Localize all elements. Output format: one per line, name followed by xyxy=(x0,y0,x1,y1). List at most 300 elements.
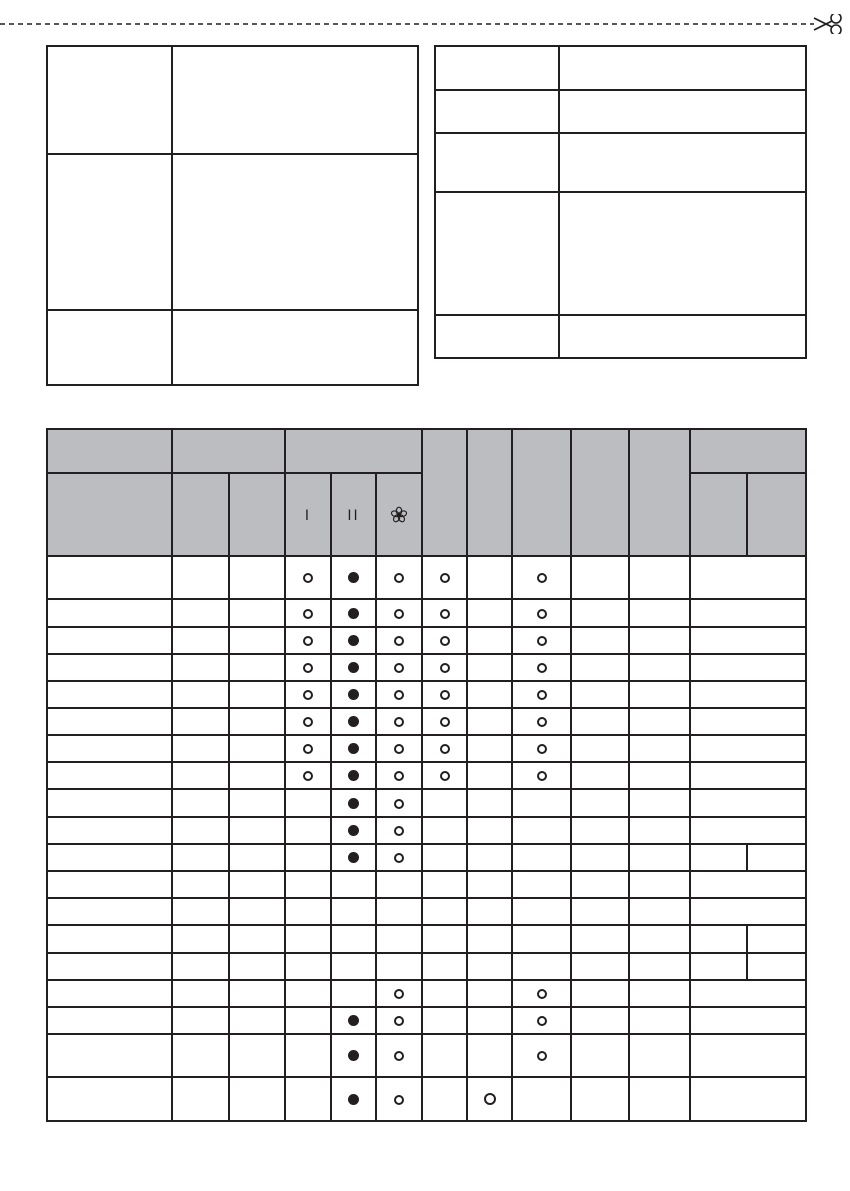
table-cell xyxy=(571,980,629,1007)
open-circle-icon xyxy=(303,609,313,619)
scissors-cut-line xyxy=(0,14,850,34)
open-circle-icon xyxy=(394,853,404,863)
filled-dot-icon xyxy=(348,852,359,863)
table-cell xyxy=(512,898,571,925)
open-circle-icon xyxy=(537,609,547,619)
table-cell xyxy=(331,735,376,762)
table-row xyxy=(47,980,806,1007)
table-cell xyxy=(467,980,512,1007)
table-cell xyxy=(229,556,285,599)
filled-dot-icon xyxy=(348,689,359,700)
table-cell xyxy=(422,844,467,871)
table-cell xyxy=(285,762,331,789)
filled-dot-icon xyxy=(348,1015,359,1026)
legend-value-cell xyxy=(559,90,806,133)
table-cell xyxy=(629,817,690,844)
open-circle-icon xyxy=(537,1016,547,1026)
filled-dot-icon xyxy=(348,1094,359,1105)
table-cell xyxy=(331,556,376,599)
table-cell xyxy=(422,1007,467,1034)
legend-value-cell xyxy=(172,46,418,154)
table-cell xyxy=(422,980,467,1007)
table-cell xyxy=(376,654,422,681)
table-cell xyxy=(47,708,172,735)
open-circle-icon xyxy=(440,771,450,781)
table-cell xyxy=(229,762,285,789)
table-cell xyxy=(422,654,467,681)
table-cell xyxy=(512,871,571,898)
program-table-body xyxy=(47,556,806,1121)
table-cell xyxy=(422,898,467,925)
filled-dot-icon xyxy=(348,662,359,673)
table-cell xyxy=(467,599,512,627)
table-cell xyxy=(229,681,285,708)
table-cell xyxy=(512,1034,571,1077)
table-cell xyxy=(467,898,512,925)
table-cell xyxy=(47,898,172,925)
table-cell xyxy=(285,1034,331,1077)
speed-1-label: I xyxy=(304,508,312,524)
table-cell xyxy=(629,925,690,953)
table-cell xyxy=(571,654,629,681)
table-cell xyxy=(690,898,806,925)
table-cell xyxy=(47,627,172,654)
table-cell xyxy=(571,762,629,789)
legend-key-cell xyxy=(47,154,172,310)
filled-dot-icon xyxy=(348,743,359,754)
table-cell xyxy=(47,789,172,817)
header-cell xyxy=(571,429,629,556)
table-cell xyxy=(690,953,747,980)
table-cell xyxy=(331,599,376,627)
table-cell xyxy=(571,789,629,817)
table-cell xyxy=(229,654,285,681)
table-cell xyxy=(422,1077,467,1121)
table-cell xyxy=(376,762,422,789)
open-circle-icon xyxy=(303,771,313,781)
speed-1-header xyxy=(285,473,331,556)
legend-key-cell xyxy=(435,192,559,315)
table-cell xyxy=(376,627,422,654)
table-cell xyxy=(747,925,806,953)
table-cell xyxy=(331,681,376,708)
table-cell xyxy=(629,654,690,681)
table-cell xyxy=(229,599,285,627)
table-cell xyxy=(512,1007,571,1034)
fan-icon xyxy=(390,506,408,524)
open-circle-icon xyxy=(394,1051,404,1061)
table-row xyxy=(47,1007,806,1034)
open-circle-icon xyxy=(394,771,404,781)
table-cell xyxy=(467,789,512,817)
table-cell xyxy=(376,844,422,871)
table-cell xyxy=(285,708,331,735)
table-cell xyxy=(229,1077,285,1121)
legend-row xyxy=(435,315,806,358)
fan-header xyxy=(376,473,422,556)
legend-key-cell xyxy=(435,90,559,133)
header-cell xyxy=(629,429,690,556)
table-cell xyxy=(285,556,331,599)
table-cell xyxy=(571,1077,629,1121)
table-cell xyxy=(747,844,806,871)
table-cell xyxy=(571,681,629,708)
filled-dot-icon xyxy=(348,572,359,583)
table-cell xyxy=(331,789,376,817)
open-circle-icon xyxy=(394,609,404,619)
table-cell xyxy=(331,1077,376,1121)
table-cell xyxy=(512,789,571,817)
table-cell xyxy=(690,627,806,654)
table-cell xyxy=(422,735,467,762)
table-cell xyxy=(629,556,690,599)
table-cell xyxy=(571,898,629,925)
table-row xyxy=(47,654,806,681)
table-cell xyxy=(571,556,629,599)
header-cell xyxy=(467,429,512,556)
table-cell xyxy=(467,871,512,898)
table-cell xyxy=(331,925,376,953)
table-cell xyxy=(690,556,806,599)
table-cell xyxy=(467,627,512,654)
table-cell xyxy=(172,953,229,980)
table-cell xyxy=(571,627,629,654)
header-cell xyxy=(690,473,747,556)
table-cell xyxy=(285,735,331,762)
table-cell xyxy=(331,1007,376,1034)
table-cell xyxy=(331,1034,376,1077)
table-cell xyxy=(285,980,331,1007)
open-circle-icon xyxy=(394,636,404,646)
table-cell xyxy=(376,898,422,925)
table-cell xyxy=(629,627,690,654)
table-cell xyxy=(690,599,806,627)
open-circle-icon xyxy=(440,663,450,673)
table-cell xyxy=(376,980,422,1007)
table-cell xyxy=(629,1077,690,1121)
table-cell xyxy=(690,844,747,871)
table-cell xyxy=(285,627,331,654)
table-cell xyxy=(467,1077,512,1121)
legend-value-cell xyxy=(559,46,806,90)
program-table xyxy=(46,428,807,1122)
table-row xyxy=(47,627,806,654)
table-cell xyxy=(47,1007,172,1034)
table-cell xyxy=(331,980,376,1007)
table-cell xyxy=(512,735,571,762)
table-cell xyxy=(47,599,172,627)
table-cell xyxy=(512,556,571,599)
table-cell xyxy=(376,817,422,844)
table-cell xyxy=(571,735,629,762)
legend-value-cell xyxy=(559,133,806,192)
table-cell xyxy=(467,762,512,789)
header-cell xyxy=(512,429,571,556)
legend-row xyxy=(435,46,806,90)
table-cell xyxy=(690,1007,806,1034)
header-cell xyxy=(172,429,285,473)
table-cell xyxy=(376,708,422,735)
table-cell xyxy=(512,817,571,844)
open-circle-icon xyxy=(394,690,404,700)
table-cell xyxy=(229,898,285,925)
legend-row xyxy=(47,46,418,154)
table-cell xyxy=(512,762,571,789)
table-cell xyxy=(47,762,172,789)
table-cell xyxy=(47,681,172,708)
table-cell xyxy=(467,817,512,844)
table-cell xyxy=(376,871,422,898)
table-cell xyxy=(172,871,229,898)
table-cell xyxy=(172,627,229,654)
table-cell xyxy=(331,898,376,925)
open-circle-icon xyxy=(394,989,404,999)
legend-row xyxy=(47,154,418,310)
table-cell xyxy=(467,681,512,708)
table-cell xyxy=(467,1034,512,1077)
filled-dot-icon xyxy=(348,798,359,809)
table-cell xyxy=(47,953,172,980)
open-circle-icon xyxy=(537,989,547,999)
open-circle-icon xyxy=(537,636,547,646)
legend-key-cell xyxy=(435,46,559,90)
table-cell xyxy=(331,762,376,789)
table-cell xyxy=(571,708,629,735)
table-row xyxy=(47,1034,806,1077)
table-cell xyxy=(422,871,467,898)
table-row xyxy=(47,599,806,627)
table-cell xyxy=(629,735,690,762)
table-cell xyxy=(467,844,512,871)
table-cell xyxy=(690,762,806,789)
table-cell xyxy=(467,1007,512,1034)
open-circle-icon xyxy=(484,1093,496,1105)
open-circle-icon xyxy=(537,690,547,700)
table-cell xyxy=(172,681,229,708)
table-cell xyxy=(629,762,690,789)
table-cell xyxy=(512,599,571,627)
table-cell xyxy=(285,898,331,925)
open-circle-icon xyxy=(303,744,313,754)
table-cell xyxy=(571,871,629,898)
table-cell xyxy=(47,871,172,898)
legend-row xyxy=(435,133,806,192)
open-circle-icon xyxy=(303,717,313,727)
header-row-1 xyxy=(47,429,806,473)
table-cell xyxy=(512,925,571,953)
open-circle-icon xyxy=(537,663,547,673)
filled-dot-icon xyxy=(348,770,359,781)
filled-dot-icon xyxy=(348,635,359,646)
table-cell xyxy=(512,654,571,681)
table-cell xyxy=(467,735,512,762)
legend-key-cell xyxy=(47,46,172,154)
table-cell xyxy=(690,735,806,762)
open-circle-icon xyxy=(394,744,404,754)
table-cell xyxy=(172,1034,229,1077)
open-circle-icon xyxy=(394,1095,404,1105)
speed-2-label: II xyxy=(347,508,360,524)
table-cell xyxy=(229,953,285,980)
open-circle-icon xyxy=(537,771,547,781)
table-cell xyxy=(172,762,229,789)
open-circle-icon xyxy=(537,717,547,727)
legend-value-cell xyxy=(172,310,418,385)
table-cell xyxy=(331,708,376,735)
table-cell xyxy=(331,654,376,681)
table-cell xyxy=(376,556,422,599)
table-cell xyxy=(512,844,571,871)
open-circle-icon xyxy=(394,717,404,727)
table-row xyxy=(47,735,806,762)
table-cell xyxy=(422,817,467,844)
table-cell xyxy=(47,556,172,599)
table-cell xyxy=(512,1077,571,1121)
table-cell xyxy=(690,871,806,898)
table-cell xyxy=(285,871,331,898)
table-cell xyxy=(690,925,747,953)
table-cell xyxy=(422,789,467,817)
table-cell xyxy=(285,844,331,871)
table-cell xyxy=(172,556,229,599)
legend-value-cell xyxy=(559,192,806,315)
table-cell xyxy=(172,735,229,762)
open-circle-icon xyxy=(440,573,450,583)
open-circle-icon xyxy=(394,663,404,673)
open-circle-icon xyxy=(394,573,404,583)
table-cell xyxy=(571,1034,629,1077)
table-cell xyxy=(422,925,467,953)
table-cell xyxy=(376,1077,422,1121)
open-circle-icon xyxy=(303,690,313,700)
table-cell xyxy=(512,708,571,735)
open-circle-icon xyxy=(440,717,450,727)
table-cell xyxy=(629,898,690,925)
table-cell xyxy=(172,789,229,817)
table-cell xyxy=(690,1034,806,1077)
table-row xyxy=(47,556,806,599)
open-circle-icon xyxy=(303,663,313,673)
table-cell xyxy=(629,599,690,627)
table-cell xyxy=(629,681,690,708)
table-cell xyxy=(331,627,376,654)
table-cell xyxy=(229,789,285,817)
table-cell xyxy=(571,953,629,980)
table-cell xyxy=(422,762,467,789)
open-circle-icon xyxy=(394,1016,404,1026)
table-cell xyxy=(172,817,229,844)
table-cell xyxy=(376,925,422,953)
open-circle-icon xyxy=(394,799,404,809)
table-row xyxy=(47,817,806,844)
table-cell xyxy=(331,871,376,898)
table-cell xyxy=(571,599,629,627)
table-cell xyxy=(376,599,422,627)
table-row xyxy=(47,789,806,817)
table-cell xyxy=(285,953,331,980)
table-cell xyxy=(229,925,285,953)
table-cell xyxy=(467,925,512,953)
open-circle-icon xyxy=(303,573,313,583)
table-cell xyxy=(376,789,422,817)
table-cell xyxy=(285,925,331,953)
table-cell xyxy=(629,871,690,898)
table-cell xyxy=(467,953,512,980)
legend-value-cell xyxy=(559,315,806,358)
legend-value-cell xyxy=(172,154,418,310)
open-circle-icon xyxy=(537,744,547,754)
table-cell xyxy=(467,708,512,735)
table-cell xyxy=(47,817,172,844)
table-cell xyxy=(629,1007,690,1034)
table-cell xyxy=(422,627,467,654)
table-cell xyxy=(47,735,172,762)
table-cell xyxy=(376,1034,422,1077)
table-cell xyxy=(331,844,376,871)
open-circle-icon xyxy=(440,690,450,700)
header-cell xyxy=(285,429,422,473)
legend-table-right xyxy=(434,45,807,359)
table-cell xyxy=(467,654,512,681)
table-row xyxy=(47,1077,806,1121)
open-circle-icon xyxy=(440,609,450,619)
table-cell xyxy=(571,1007,629,1034)
table-cell xyxy=(690,817,806,844)
legend-row xyxy=(435,192,806,315)
table-cell xyxy=(376,1007,422,1034)
table-row xyxy=(47,844,806,871)
table-cell xyxy=(229,627,285,654)
table-cell xyxy=(629,789,690,817)
table-row xyxy=(47,898,806,925)
scissors-icon xyxy=(814,14,841,34)
table-cell xyxy=(47,980,172,1007)
table-row xyxy=(47,871,806,898)
table-cell xyxy=(229,817,285,844)
table-cell xyxy=(690,708,806,735)
header-cell xyxy=(47,429,172,473)
table-cell xyxy=(690,1077,806,1121)
table-cell xyxy=(629,953,690,980)
table-cell xyxy=(422,1034,467,1077)
table-cell xyxy=(229,844,285,871)
table-cell xyxy=(229,871,285,898)
table-cell xyxy=(376,953,422,980)
legend-key-cell xyxy=(435,315,559,358)
header-cell xyxy=(747,473,806,556)
table-cell xyxy=(629,1034,690,1077)
table-cell xyxy=(376,681,422,708)
table-cell xyxy=(629,708,690,735)
table-cell xyxy=(285,599,331,627)
table-cell xyxy=(422,953,467,980)
table-cell xyxy=(172,980,229,1007)
table-cell xyxy=(172,708,229,735)
legend-row xyxy=(47,310,418,385)
table-cell xyxy=(172,599,229,627)
table-cell xyxy=(172,1007,229,1034)
table-cell xyxy=(229,708,285,735)
table-cell xyxy=(512,627,571,654)
table-cell xyxy=(172,925,229,953)
table-cell xyxy=(571,925,629,953)
open-circle-icon xyxy=(303,636,313,646)
table-cell xyxy=(422,556,467,599)
table-cell xyxy=(571,844,629,871)
filled-dot-icon xyxy=(348,825,359,836)
open-circle-icon xyxy=(537,1051,547,1061)
table-cell xyxy=(331,817,376,844)
